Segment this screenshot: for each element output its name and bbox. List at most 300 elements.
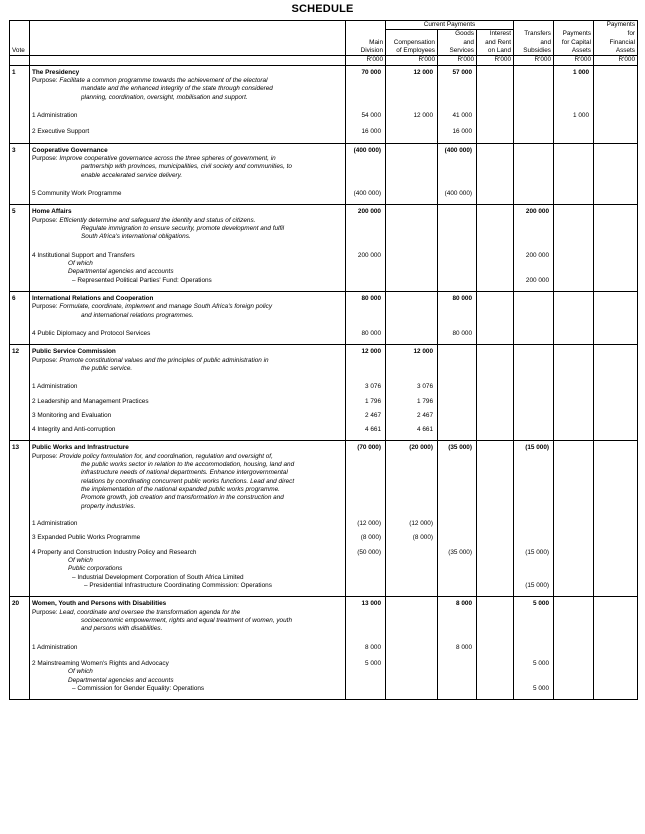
amount-cell: 41 000 xyxy=(438,112,477,120)
amount-cell xyxy=(594,291,638,303)
amount-cell: (15 000) xyxy=(514,549,554,557)
header-row-1 xyxy=(10,21,638,30)
purpose-line xyxy=(10,303,638,311)
header-row-4 xyxy=(10,47,638,56)
vote-row xyxy=(10,345,638,357)
vote-name: International Relations and Cooperation xyxy=(30,291,346,303)
amount-cell xyxy=(438,582,477,590)
amount-cell xyxy=(477,644,514,652)
capital-header-3: Assets xyxy=(554,47,594,56)
unit-label: R'000 xyxy=(594,56,638,65)
sub-heading: Of which xyxy=(30,557,346,565)
transfers-header-3: Subsidies xyxy=(514,47,554,56)
interest-header-1: Interest xyxy=(477,30,514,39)
financial-header-1: Payments xyxy=(594,21,638,30)
amount-cell xyxy=(594,412,638,420)
amount-cell xyxy=(477,143,514,155)
vote-number: 5 xyxy=(10,205,30,217)
vote-row xyxy=(10,143,638,155)
purpose-line xyxy=(10,163,638,171)
amount-cell xyxy=(386,644,438,652)
programme-label: 3 Monitoring and Evaluation xyxy=(30,412,346,420)
amount-cell: 1 796 xyxy=(386,398,438,406)
purpose-text: relations by coordinating concurrent public works functions. Lead and direct xyxy=(81,477,295,485)
purpose-line xyxy=(10,225,638,233)
amount-cell xyxy=(477,190,514,198)
amount-cell: 5 000 xyxy=(346,660,386,668)
programme-label: 5 Community Work Programme xyxy=(30,190,346,198)
amount-cell xyxy=(594,534,638,542)
amount-cell xyxy=(386,660,438,668)
amount-cell xyxy=(514,574,554,582)
sub-item-row xyxy=(10,574,638,582)
amount-cell xyxy=(554,277,594,285)
amount-cell: 12 000 xyxy=(386,65,438,77)
amount-cell: 8 000 xyxy=(346,644,386,652)
purpose-text: socioeconomic empowerment, rights and equal treatment of women, youth xyxy=(81,617,293,625)
vote-row xyxy=(10,441,638,453)
sub-heading-row xyxy=(10,668,638,676)
purpose-line xyxy=(10,155,638,163)
amount-cell xyxy=(477,65,514,77)
programme-label: 3 Expanded Public Works Programme xyxy=(30,534,346,542)
amount-cell: 13 000 xyxy=(346,597,386,609)
purpose-label: Purpose: xyxy=(32,608,60,616)
amount-cell xyxy=(386,277,438,285)
vote-name: Cooperative Governance xyxy=(30,143,346,155)
amount-cell: 3 076 xyxy=(346,383,386,391)
transfers-header-1: Transfers xyxy=(514,30,554,39)
sub-item-row xyxy=(10,582,638,590)
vote-name: Women, Youth and Persons with Disabilities xyxy=(30,597,346,609)
purpose-line xyxy=(10,77,638,85)
amount-cell xyxy=(477,597,514,609)
unit-row xyxy=(10,56,638,65)
amount-cell: 200 000 xyxy=(514,205,554,217)
amount-cell: 5 000 xyxy=(514,660,554,668)
purpose-text: Promote growth, job creation and transformation in the construction and xyxy=(81,494,284,502)
amount-cell xyxy=(477,549,514,557)
vote-number: 3 xyxy=(10,143,30,155)
financial-header-2: for xyxy=(594,30,638,39)
amount-cell xyxy=(438,660,477,668)
amount-cell xyxy=(346,582,386,590)
amount-cell xyxy=(514,412,554,420)
amount-cell: 2 467 xyxy=(346,412,386,420)
amount-cell xyxy=(554,597,594,609)
sub-heading-row xyxy=(10,557,638,565)
amount-cell: 2 467 xyxy=(386,412,438,420)
amount-cell: 4 661 xyxy=(386,426,438,434)
purpose-label: Purpose: xyxy=(32,216,60,224)
sub-heading: Departmental agencies and accounts xyxy=(30,677,346,685)
amount-cell xyxy=(594,112,638,120)
purpose-line xyxy=(10,233,638,241)
amount-cell xyxy=(594,426,638,434)
purpose-line xyxy=(10,94,638,102)
amount-cell: 1 000 xyxy=(554,112,594,120)
programme-row xyxy=(10,128,638,136)
programme-label: 4 Institutional Support and Transfers xyxy=(30,252,346,260)
amount-cell xyxy=(594,549,638,557)
purpose-text: Facilitate a common programme towards the achievement of the electoral xyxy=(59,76,268,84)
purpose-line xyxy=(10,469,638,477)
amount-cell xyxy=(554,660,594,668)
amount-cell xyxy=(554,143,594,155)
amount-cell xyxy=(514,330,554,338)
amount-cell xyxy=(386,128,438,136)
programme-row xyxy=(10,112,638,120)
amount-cell xyxy=(477,252,514,260)
programme-row xyxy=(10,644,638,652)
purpose-line xyxy=(10,85,638,93)
purpose-line xyxy=(10,172,638,180)
vote-name: Public Service Commission xyxy=(30,345,346,357)
purpose-line xyxy=(10,625,638,633)
header-row-3 xyxy=(10,39,638,47)
current-payments-header: Current Payments xyxy=(386,21,514,30)
amount-cell: 8 000 xyxy=(438,644,477,652)
amount-cell xyxy=(554,383,594,391)
amount-cell xyxy=(438,574,477,582)
capital-header-2: for Capital xyxy=(554,39,594,47)
schedule-body xyxy=(10,65,638,700)
vote-row xyxy=(10,597,638,609)
purpose-label: Purpose: xyxy=(32,356,60,364)
amount-cell xyxy=(594,383,638,391)
amount-cell xyxy=(386,330,438,338)
purpose-text: Promote constitutional values and the principles of public administration in xyxy=(59,356,269,364)
amount-cell xyxy=(554,534,594,542)
amount-cell xyxy=(594,345,638,357)
amount-cell xyxy=(477,398,514,406)
amount-cell xyxy=(514,291,554,303)
vote-row xyxy=(10,65,638,77)
amount-cell xyxy=(554,574,594,582)
purpose-text: property industries. xyxy=(81,502,136,510)
purpose-text: Provide policy formulation for, and coordination, regulation and oversight of, xyxy=(59,452,273,460)
programme-row xyxy=(10,520,638,528)
purpose-line xyxy=(10,312,638,320)
sub-item-row xyxy=(10,685,638,693)
amount-cell xyxy=(554,549,594,557)
amount-cell: (8 000) xyxy=(386,534,438,542)
amount-cell xyxy=(554,205,594,217)
amount-cell xyxy=(594,252,638,260)
amount-cell xyxy=(594,205,638,217)
amount-cell xyxy=(594,190,638,198)
amount-cell: (400 000) xyxy=(346,190,386,198)
amount-cell xyxy=(386,549,438,557)
vote-header: Vote xyxy=(10,47,30,56)
amount-cell xyxy=(554,291,594,303)
programme-row xyxy=(10,534,638,542)
vote-name: Public Works and Infrastructure xyxy=(30,441,346,453)
amount-cell xyxy=(554,412,594,420)
amount-cell xyxy=(386,143,438,155)
purpose-line xyxy=(10,453,638,461)
sub-heading-row xyxy=(10,677,638,685)
page-title: SCHEDULE xyxy=(291,3,354,15)
purpose-line xyxy=(10,461,638,469)
amount-cell xyxy=(346,574,386,582)
amount-cell xyxy=(594,277,638,285)
purpose-line xyxy=(10,609,638,617)
amount-cell xyxy=(477,441,514,453)
amount-cell: (15 000) xyxy=(514,441,554,453)
sub-heading: Public corporations xyxy=(30,565,346,573)
amount-cell: 4 661 xyxy=(346,426,386,434)
amount-cell: (12 000) xyxy=(386,520,438,528)
programme-row xyxy=(10,190,638,198)
amount-cell: 1 000 xyxy=(554,65,594,77)
amount-cell: (50 000) xyxy=(346,549,386,557)
compensation-header-2: of Employees xyxy=(386,47,438,56)
purpose-label: Purpose: xyxy=(32,76,60,84)
unit-label: R'000 xyxy=(514,56,554,65)
amount-cell xyxy=(477,412,514,420)
amount-cell xyxy=(386,582,438,590)
amount-cell: (12 000) xyxy=(346,520,386,528)
amount-cell xyxy=(554,190,594,198)
amount-cell xyxy=(514,520,554,528)
amount-cell: 80 000 xyxy=(438,291,477,303)
amount-cell: (70 000) xyxy=(346,441,386,453)
purpose-text: Regulate immigration to ensure security, promote development and fulfil xyxy=(81,224,285,232)
programme-label: 4 Public Diplomacy and Protocol Services xyxy=(30,330,346,338)
amount-cell xyxy=(514,65,554,77)
interest-header-3: on Land xyxy=(477,47,514,56)
purpose-label: Purpose: xyxy=(32,452,60,460)
amount-cell xyxy=(438,534,477,542)
goods-header-1: Goods xyxy=(438,30,477,39)
purpose-text: infrastructure needs of national departments. Enhance intergovernmental xyxy=(81,469,288,477)
amount-cell xyxy=(594,143,638,155)
programme-row xyxy=(10,330,638,338)
amount-cell xyxy=(386,685,438,693)
amount-cell xyxy=(477,205,514,217)
amount-cell: 16 000 xyxy=(438,128,477,136)
amount-cell: (15 000) xyxy=(514,582,554,590)
purpose-text: Efficiently determine and safeguard the identity and status of citizens. xyxy=(59,216,256,224)
purpose-text: partnership with provinces, municipalities, civil society and communities, to xyxy=(81,163,292,171)
programme-row xyxy=(10,549,638,557)
amount-cell: 54 000 xyxy=(346,112,386,120)
purpose-text: and persons with disabilities. xyxy=(81,625,163,633)
amount-cell: 3 076 xyxy=(386,383,438,391)
amount-cell xyxy=(477,534,514,542)
amount-cell xyxy=(438,345,477,357)
amount-cell: (35 000) xyxy=(438,549,477,557)
amount-cell xyxy=(514,398,554,406)
amount-cell: 8 000 xyxy=(438,597,477,609)
amount-cell xyxy=(514,534,554,542)
amount-cell: 16 000 xyxy=(346,128,386,136)
programme-label: 2 Mainstreaming Women's Rights and Advocacy xyxy=(30,660,346,668)
purpose-text: Improve cooperative governance across the three spheres of government, in xyxy=(59,154,276,162)
amount-cell xyxy=(477,660,514,668)
amount-cell xyxy=(514,190,554,198)
purpose-line xyxy=(10,217,638,225)
amount-cell xyxy=(386,252,438,260)
vote-number: 12 xyxy=(10,345,30,357)
sub-heading: Departmental agencies and accounts xyxy=(30,268,346,276)
sub-heading-row xyxy=(10,268,638,276)
purpose-text: mandate and the enhanced integrity of the state through considered xyxy=(81,85,273,93)
amount-cell: (400 000) xyxy=(438,190,477,198)
programme-label: 1 Administration xyxy=(30,383,346,391)
amount-cell xyxy=(594,128,638,136)
amount-cell xyxy=(477,383,514,391)
amount-cell xyxy=(514,345,554,357)
amount-cell: (35 000) xyxy=(438,441,477,453)
amount-cell: 57 000 xyxy=(438,65,477,77)
amount-cell xyxy=(438,520,477,528)
amount-cell xyxy=(386,597,438,609)
amount-cell: 12 000 xyxy=(386,112,438,120)
amount-cell: 80 000 xyxy=(346,291,386,303)
amount-cell xyxy=(554,520,594,528)
amount-cell xyxy=(477,574,514,582)
purpose-text: Lead, coordinate and oversee the transformation agenda for the xyxy=(59,608,241,616)
amount-cell xyxy=(386,190,438,198)
amount-cell xyxy=(438,412,477,420)
purpose-label: Purpose: xyxy=(32,154,60,162)
amount-cell xyxy=(477,112,514,120)
amount-cell xyxy=(477,277,514,285)
vote-number: 6 xyxy=(10,291,30,303)
amount-cell xyxy=(594,644,638,652)
amount-cell xyxy=(477,345,514,357)
programme-label: 1 Administration xyxy=(30,520,346,528)
amount-cell xyxy=(477,330,514,338)
amount-cell xyxy=(594,574,638,582)
amount-cell xyxy=(438,426,477,434)
amount-cell xyxy=(594,597,638,609)
amount-cell xyxy=(554,582,594,590)
schedule-table xyxy=(9,20,638,700)
amount-cell xyxy=(514,128,554,136)
programme-label: 2 Leadership and Management Practices xyxy=(30,398,346,406)
amount-cell xyxy=(594,520,638,528)
amount-cell xyxy=(438,252,477,260)
purpose-text: the public works sector in relation to the accommodation, housing, land and xyxy=(81,461,295,469)
amount-cell xyxy=(477,128,514,136)
unit-label: R'000 xyxy=(438,56,477,65)
purpose-text: and international relations programmes. xyxy=(81,311,194,319)
programme-row xyxy=(10,252,638,260)
programme-label: 4 Integrity and Anti-corruption xyxy=(30,426,346,434)
purpose-line xyxy=(10,357,638,365)
amount-cell xyxy=(438,398,477,406)
amount-cell xyxy=(554,128,594,136)
amount-cell: 200 000 xyxy=(514,252,554,260)
unit-label: R'000 xyxy=(346,56,386,65)
amount-cell xyxy=(554,441,594,453)
amount-cell xyxy=(438,277,477,285)
vote-name: The Presidency xyxy=(30,65,346,77)
amount-cell xyxy=(554,252,594,260)
purpose-label: Purpose: xyxy=(32,303,60,311)
amount-cell xyxy=(594,582,638,590)
unit-label: R'000 xyxy=(386,56,438,65)
sub-heading: Of which xyxy=(30,260,346,268)
amount-cell xyxy=(477,685,514,693)
purpose-line xyxy=(10,494,638,502)
programme-row xyxy=(10,660,638,668)
amount-cell xyxy=(594,65,638,77)
purpose-text: Formulate, coordinate, implement and manage South Africa's foreign policy xyxy=(59,303,273,311)
amount-cell xyxy=(554,426,594,434)
purpose-line xyxy=(10,617,638,625)
purpose-line xyxy=(10,478,638,486)
header-row-2 xyxy=(10,30,638,39)
purpose-text: South Africa's international obligations. xyxy=(81,233,191,241)
programme-label: 1 Administration xyxy=(30,644,346,652)
sub-heading: Of which xyxy=(30,668,346,676)
main-division-header-1: Main xyxy=(346,39,386,47)
interest-header-2: and Rent xyxy=(477,39,514,47)
sub-item-label: – Presidential Infrastructure Coordinating Commission: Operations xyxy=(30,582,346,590)
purpose-text: the public service. xyxy=(81,364,133,372)
main-division-header-2: Division xyxy=(346,47,386,56)
vote-row xyxy=(10,291,638,303)
goods-header-2: and xyxy=(438,39,477,47)
amount-cell xyxy=(554,345,594,357)
amount-cell xyxy=(554,398,594,406)
amount-cell: 80 000 xyxy=(346,330,386,338)
amount-cell: 200 000 xyxy=(514,277,554,285)
amount-cell xyxy=(594,660,638,668)
transfers-header-2: and xyxy=(514,39,554,47)
purpose-text: planning, coordination, oversight, mobilisation and support. xyxy=(81,93,248,101)
amount-cell xyxy=(594,441,638,453)
amount-cell xyxy=(554,644,594,652)
unit-label: R'000 xyxy=(477,56,514,65)
amount-cell xyxy=(438,205,477,217)
programme-row xyxy=(10,412,638,420)
capital-header-1: Payments xyxy=(554,30,594,39)
amount-cell xyxy=(594,330,638,338)
amount-cell xyxy=(477,520,514,528)
amount-cell: (8 000) xyxy=(346,534,386,542)
amount-cell xyxy=(514,426,554,434)
sub-item-label: – Represented Political Parties' Fund: Operations xyxy=(30,277,346,285)
amount-cell xyxy=(514,112,554,120)
programme-row xyxy=(10,398,638,406)
amount-cell xyxy=(477,291,514,303)
amount-cell: 1 796 xyxy=(346,398,386,406)
financial-header-3: Financial xyxy=(594,39,638,47)
amount-cell: 200 000 xyxy=(346,252,386,260)
sub-heading-row xyxy=(10,565,638,573)
vote-name: Home Affairs xyxy=(30,205,346,217)
sub-heading-row xyxy=(10,260,638,268)
amount-cell: 80 000 xyxy=(438,330,477,338)
amount-cell: 5 000 xyxy=(514,685,554,693)
vote-number: 20 xyxy=(10,597,30,609)
purpose-line xyxy=(10,486,638,494)
vote-row xyxy=(10,205,638,217)
amount-cell xyxy=(477,582,514,590)
amount-cell xyxy=(514,644,554,652)
sub-item-label: – Industrial Development Corporation of South Africa Limited xyxy=(30,574,346,582)
amount-cell: 70 000 xyxy=(346,65,386,77)
amount-cell: 200 000 xyxy=(346,205,386,217)
financial-header-4: Assets xyxy=(594,47,638,56)
programme-row xyxy=(10,383,638,391)
amount-cell xyxy=(386,291,438,303)
